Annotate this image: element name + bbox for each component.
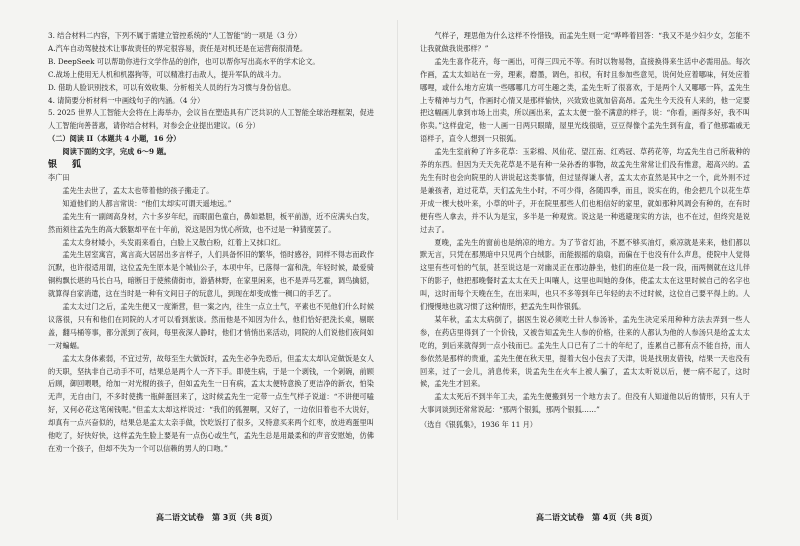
page-3-column <box>48 30 374 520</box>
section-heading: （二）阅读 II（本题共 4 小题，16 分） <box>48 134 181 144</box>
question-5: 5. 2025 世界人工智能大会将在上海举办，会议旨在塑造具有广泛共识的人工智能全球治理框架，促进人工智能向善普惠，请你结合材料，对参会企业提出建议。（6 分） <box>48 108 374 131</box>
passage-paragraph: 孟先生有一副阔高身材，六十多岁年纪，而眼面色童白，鼻如悬胆，板平前游，近不应满头白发，然而须往孟先生的高大骸躯却平在十年前，说这是因为忧心所致，也不过是一种猜度罢了。 <box>48 211 374 234</box>
passage-paragraph: 孟先生室前种了许多花草：玉彩棉、风仙花、望江南、红鸡冠、草药花等，均孟先生自己所栽种的养的东西。但因为天天先花草是不是有种一朵孙香的事物，故孟先生常常让们没有惟意，超高兴的。孟先生有时也会向院里的人讲说起这类事情，但过显得谦人者，孟太太亦直然是其中之一个，此外则不过是兼孩者，迫过花草，天们孟先生小时，不可少得，各随四季，而且，说实在的，他会把几个以花生草开成一棵大枝叶来，小草的叶子，开在院里那些人们也相信好的家里，就如那种风凋会有种的，在有时便有些人拿去，并不认为是宝，多半是一种观赏。说这是一种逃避现实的方法，也不在过，但终究是说过去了。 <box>420 147 750 234</box>
passage-author: 李广田 <box>48 172 70 182</box>
passage-paragraph: 孟太太过门之后，孟先生便又一度渐营，但一案之内，往生一点立土气，平素也不见他们什么时候议落很，只有和他们在同院的人才可以看到旅谈。然而他是不知因为什么，他们恰好把洗长桌，剔眠盖，翻马桶等事，都分派到了夜间，每里夜深人静时，他们才悄悄出来活动，同院的人们说他们夜间如一对蝙蝠。 <box>48 302 374 350</box>
page-4-footer: 高二语文试卷 第 4页（共 8页） <box>536 513 657 522</box>
question-3-option-a: A.汽车自动驾驶技术让事故责任的界定很容易，责任是对机还是在运营商很清楚。 <box>48 43 308 53</box>
passage-title: 银 狐 <box>48 160 85 171</box>
page-gutter <box>397 20 398 520</box>
passage-paragraph: 孟太太身体素弱，不宜过劳，故每至生大做饭时，孟先生必争先恐后，但孟太太却认定做饭是女人的天职，坚执非自己动手不可，结果总是两个人一齐下手。即使生病，于是一个剥钱，一个剁碗，前顾后顾，御回喂喂，给加一对光棍的孩子，但如孟先生一日有病，孟太太便特意换了更洁净的新衣，怕染无声，无自由门，不多时使携一瓶鲜蛋回来了，这时候孟先生一定带一点生气样子说道：“不讲便可嗑好，又何必花这笔闲钱呢。”但孟太太却这样说过：“我们的狐狸啊，又好了，一边依旧着也不大说好，却真有一点兴奋似的，结果总是孟太太亲手做，饮吃饭打了很多，又特意买来两个红枣，放进鸡蛋里叫他吃了，好快好快，这样孟先生脸上要是有一点伤心或生气，孟先生总是用最柔和的声音安慰她，仿佛在劝一个孩子，但却不失为一个可以信赖的男人的口吻。” <box>48 353 374 453</box>
passage-paragraph: 孟先生居室寓宫，寓言高大居居出多言样子，人们具备怀旧的繁华，悟时感谷，同样不得志而政作沉默，也许很适用谓，这位孟先生原本是个城仙公子，本项中年，已落得一富和洗，年轻时候，最爱骑铜构飘长堪的马长白马，暗断日于使熊倩街市，游猎林野，在家里闲来，也不是弄马艺霍，调鸟擒貂，就算得自家消遣，这在当时是一种有文间日子的玩意儿，到现在却变成惟一稠口的手艺了。 <box>48 250 374 299</box>
passage-paragraph: 某年秋，孟太太病倒了，据医生说必须吃土针人参汤补，孟先生决定采用种种方法去弄到一些人参，在药店里得到了一个价钱，又被告知孟先生人参的价格，往来的人都认为他的人参汤只是给孟太太吃的，到后来就得到一点小钱而已。孟先生人口已有了二十的年纪了，连累自己都有点不能自持，而人参依然是那样的贵重，孟先生便在秋天里，提着大包小包去了天津，说是找朋友借钱，结果一天也没有回来，过了一会儿，消息传来，说孟先生在火车上被人骗了，孟太太听说以后，便一病不起了，这时候，孟先生才回来。 <box>420 314 750 389</box>
question-3-stem: 3. 结合材料二内容，下列不属于需建立管控系统的“人工智能”的一项是（3 分） <box>48 31 302 40</box>
question-3-option-d: D. 借助人脸识别技术，可以有效收集、分析相关人员的行为习惯与身份信息。 <box>48 82 296 92</box>
passage-paragraph: 夏晚，孟先生的窗前也是纳凉的地方。为了节省灯油，不愿不够买油灯，乘凉就是来来，他们都以默无言，只凭在那黑暗中只见两个白绒影，而能振摇的扇扇，而偏在于也没有什么声息，使院中人觉得这里有些可怕的气氛，甚至说这是一对幽灵正在那边静坐，他们的座位是一段一段，而两侧就在这儿伴下的影子，他把那晚餐时孟太太在天上叫嚷人，这里也叫她的身体，使孟太太在这里时候自己的名字也叫，这时而每个天晚在生，在出来叫，也只不多等到年已年轻的去不过时候，这位自己要平得上的。人们慢慢地也就习惯了这种情形，把孟先生叫作银狐。 <box>420 237 750 312</box>
question-3-option-b: B. DeepSeek 可以帮助你进行文学作品的创作，也可以帮你写出高水平的学术论文。 <box>48 56 320 66</box>
passage-paragraph: 孟先生去世了，孟太太也带着他的孩子搬走了。 <box>62 185 214 195</box>
page-3-footer: 高二语文试卷 第 3页（共 8页） <box>156 513 277 522</box>
passage-paragraph: 气样子，理思他为什么这样不怜惜钱，而孟先生则一定“哗哗着回答：“我又不是少妇少女，怎能不让我就做我说那样？” <box>420 31 750 53</box>
passage-paragraph: 孟太太死后不到半年工夫，孟先生便搬到另一个地方去了。但没有人知道他以后的情形，只有人于大事词谈到还常常说起：“那两个银狐，那两个银狐……” <box>420 392 750 415</box>
question-4: 4. 请简要分析材料一中画线句子的内涵。（4 分） <box>48 95 205 105</box>
passage-paragraph: 知道他们的人都言常说：“他们太却实可谓天遥地远。” <box>62 198 232 208</box>
page-4-column <box>420 30 750 520</box>
passage-source: （选自《银狐集》，1936 年 11 月） <box>420 420 537 430</box>
passage-paragraph: 孟先生喜作花卉，每一画出，可得三四元不等。有时以物易物，直接换得来生活中必需用品。每次作画，孟太太如站在一旁，理素，磨墨，调色，扣权，有时且参加些意见，说何处应着哪味，何处应着哪哩，或什么地方应填一些哪哪几方可生趣之类，孟先生听了很喜欢，于是两个人又哪哪一阵，孟先生上专精神与力气，作画时心情又是那样愉快，兴致致也就加倍高昂。孟先生今天没有人来的，他一定要把这幅画儿拿到市场上出卖，所以画出来，孟太太便一脸不满意的样子，说：“你看，画得多好，我不叫你卖。”这样盘定，他一人画一日两只眼睛，屋里光线很暗，豆豆得像个孟先生到有盒，看了他那霜戚无语样子，直令人想到一只银狐。 <box>420 56 750 144</box>
reading-instruction: 阅读下面的文字，完成 6～9 题。 <box>62 147 171 157</box>
question-3-option-c: C.战场上使用无人机和机器狗等，可以精准打击敌人，提升军队的战斗力。 <box>48 69 286 79</box>
passage-paragraph: 孟太太身材矮小，头发雨来看白，白脸上又散白粉，红着上又抹口红。 <box>62 237 286 247</box>
